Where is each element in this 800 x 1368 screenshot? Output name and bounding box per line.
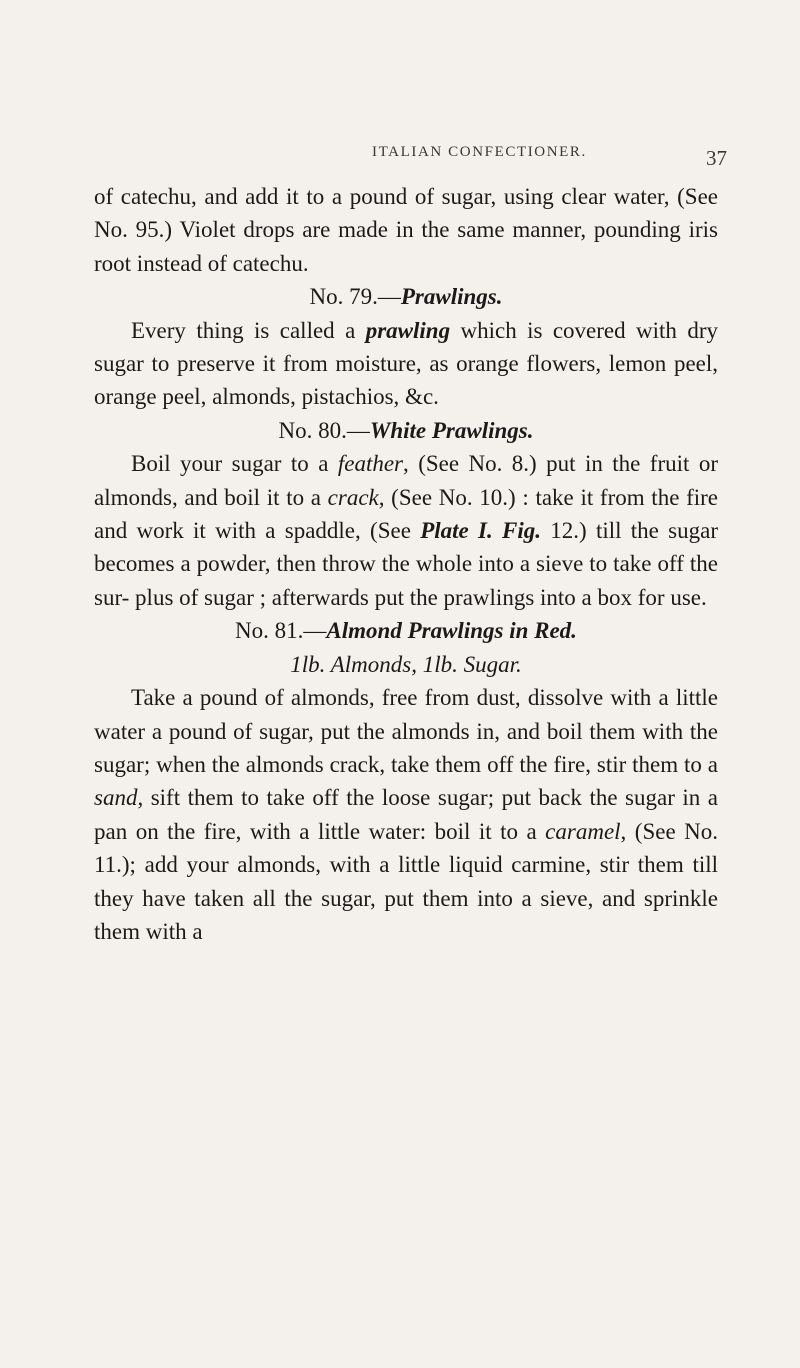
text-run: , (See No. 8.) put in the fruit or almonds, and boil it to a [94,451,718,510]
emphasis-run: sand [94,785,138,811]
text-run: 12.) till the sugar becomes a powder, then throw the whole into a sieve to take off the sur- plus of sugar ; afterwards put the prawlings into a box for use. [94,518,718,610]
running-head [0,144,800,168]
paragraph-continuation: of catechu, and add it to a pound of sugar, using clear water, (See No. 95.) Violet drops are made in the same manner, pounding iris root instead of catechu. [94,184,718,276]
emphasis-run: prawling [365,317,451,343]
recipe-heading-80 [94,414,718,447]
recipe-number: No. 80.— [278,417,370,443]
paragraph-80 [94,447,718,614]
page-body [94,180,718,948]
emphasis-run: crack [327,484,379,510]
paragraph-79 [94,314,718,414]
text-run: , (See No. 11.); add your almonds, with a little liquid carmine, stir them till they have taken all the sugar, put them into a sieve, and sprinkle them with a [94,818,718,944]
ingredients-line: 1lb. Almonds, 1lb. Sugar. [290,651,522,677]
recipe-title: White Prawlings. [369,417,534,443]
emphasis-run: caramel [545,818,621,844]
recipe-number: No. 79.— [309,284,401,310]
text-run: Every thing is called a [131,317,366,343]
paragraph-81 [94,681,718,948]
emphasis-run: Plate I. Fig. [420,518,541,544]
text-run: , (See No. 10.) : take it from the fire and work it with a spaddle, (See [94,484,718,544]
recipe-title: Almond Prawlings in Red. [326,618,577,644]
text-run: Boil your sugar to a [131,451,338,477]
text-run: , sift them to take off the loose sugar; put back the sugar in a pan on the fire, with a little water: boil it to a [94,785,718,844]
recipe-title: Prawlings. [400,284,503,310]
emphasis-run: feather [337,451,404,477]
recipe-number: No. 81.— [235,618,327,644]
page-number: 37 [706,146,727,170]
text-run: which is covered with dry sugar to preserve it from moisture, as orange flowers, lemon peel, orange peel, almonds, pistachios, &c. [94,317,719,410]
text-run: Take a pound of almonds, free from dust, dissolve with a little water a pound of sugar, put the almonds in, and boil them with the sugar; when the almonds crack, take them off the fire, stir them to a [94,685,718,777]
recipe-heading-79 [94,280,718,313]
recipe-heading-81 [94,614,718,647]
running-title: ITALIAN CONFECTIONER. [372,144,587,160]
